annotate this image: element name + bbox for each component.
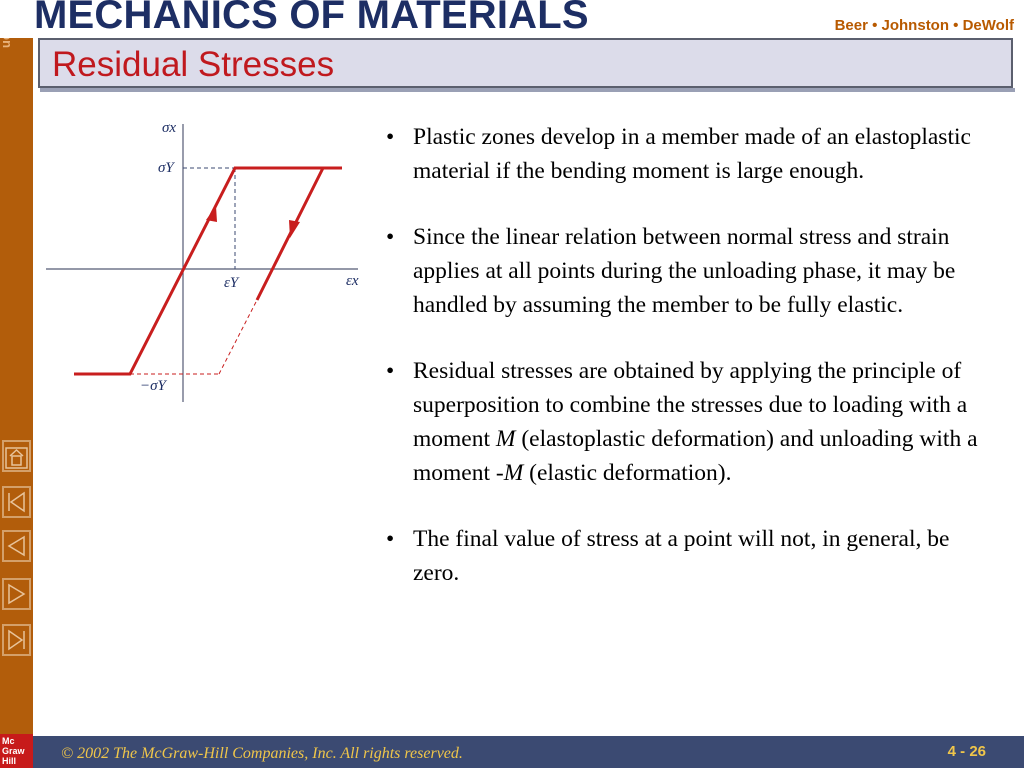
footer [33,736,1024,768]
bullet-text: (elastoplastic deformation) and unloading with a moment - [413,426,978,486]
copyright-notice: © 2002 The McGraw-Hill Companies, Inc. All rights reserved. [61,745,463,762]
bullet-dot: • [386,124,395,150]
logo-line-3: Hill [2,756,17,766]
header-banner [0,0,1024,38]
epsilon-x-label: εx [346,273,359,289]
bullet-text: Since the linear relation between normal stress and strain applies at all points during the unloading phase, it may be handled by assuming the member to be fully elastic. [413,224,956,318]
last-slide-button[interactable] [2,624,31,656]
bullet-item [386,522,986,590]
bullet-italic-text: M [495,426,516,452]
title-bar [38,38,1013,88]
bullet-item [386,220,986,322]
mcgraw-hill-logo [0,734,33,768]
home-button[interactable] [2,440,31,472]
unloading-arrow [289,220,300,238]
bullet-list [386,120,986,622]
bullet-text: (elastic deformation). [523,460,732,486]
stress-strain-diagram [46,114,366,406]
previous-slide-icon [4,532,29,560]
first-slide-button[interactable] [2,486,31,518]
slide-title: Residual Stresses [52,45,335,84]
title-bar-shadow [40,88,1015,92]
logo-line-1: Mc [2,736,15,746]
bullet-text: The final value of stress at a point will not, in general, be zero. [413,526,950,586]
minus-sigma-y-label: −σY [140,378,166,394]
course-title: MECHANICS OF MATERIALS [34,0,589,37]
next-slide-icon [4,580,29,608]
previous-slide-button[interactable] [2,530,31,562]
sigma-y-label: σY [158,160,174,176]
logo-line-2: Graw [2,746,25,756]
last-slide-icon [4,626,29,654]
bullet-text: Plastic zones develop in a member made of an elastoplastic material if the bending moment is large enough. [413,124,971,184]
bullet-dot: • [386,526,395,552]
next-slide-button[interactable] [2,578,31,610]
home-icon [4,442,29,470]
bullet-text: Residual stresses are obtained by applying the principle of superposition to combine the stresses due to loading with a moment [413,358,968,452]
loading-arrow [206,206,217,222]
bullet-dot: • [386,224,395,250]
bullet-italic-text: M [503,460,524,486]
bullet-item [386,354,986,490]
bullet-dot: • [386,358,395,384]
loading-curve [74,168,342,374]
sigma-x-label: σx [162,120,177,136]
first-slide-icon [4,488,29,516]
page-number: 4 - 26 [947,743,986,760]
epsilon-y-label: εY [224,275,239,291]
unloading-extension [219,300,257,374]
authors: Beer • Johnston • DeWolf [834,17,1014,34]
sidebar [0,0,33,768]
bullet-item [386,120,986,188]
